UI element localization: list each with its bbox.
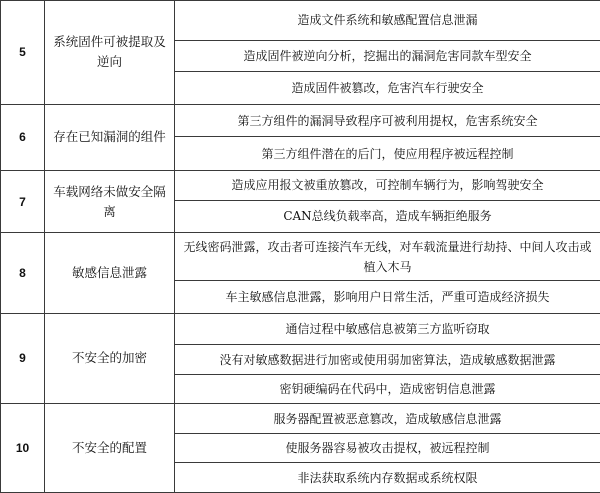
impact-cell: 密钥硬编码在代码中，造成密钥信息泄露 [175,374,600,404]
vulnerability-cell: 系统固件可被提取及逆向 [45,1,175,105]
row-number: 8 [1,233,45,313]
impact-cell: 无线密码泄露，攻击者可连接汽车无线，对车载流量进行劫持、中间人攻击或植入木马 [175,233,600,281]
risk-table-body [1,1,600,493]
impact-cell: 造成应用报文被重放篡改，可控制车辆行为，影响驾驶安全 [175,171,600,201]
vulnerability-cell: 不安全的配置 [45,404,175,493]
vulnerability-cell: 存在已知漏洞的组件 [45,104,175,170]
row-number: 6 [1,104,45,170]
row-number: 7 [1,171,45,233]
vulnerability-cell: 敏感信息泄露 [45,233,175,313]
impact-cell: 第三方组件的漏洞导致程序可被利用提权，危害系统安全 [175,104,600,137]
impact-cell: 第三方组件潜在的后门，使应用程序被远程控制 [175,137,600,171]
table-row [1,104,600,137]
table-row [1,313,600,345]
impact-cell: CAN总线负载率高，造成车辆拒绝服务 [175,200,600,233]
vulnerability-cell: 不安全的加密 [45,313,175,404]
table-row [1,171,600,201]
impact-cell: 没有对敏感数据进行加密或使用弱加密算法，造成敏感数据泄露 [175,345,600,375]
row-number: 10 [1,404,45,493]
impact-cell: 车主敏感信息泄露，影响用户日常生活，严重可造成经济损失 [175,281,600,314]
table-row [1,404,600,434]
impact-cell: 造成文件系统和敏感配置信息泄漏 [175,1,600,41]
row-number: 5 [1,1,45,105]
table-row [1,233,600,281]
vulnerability-cell: 车载网络未做安全隔离 [45,171,175,233]
table-row [1,1,600,41]
impact-cell: 造成固件被逆向分析，挖掘出的漏洞危害同款车型安全 [175,40,600,72]
impact-cell: 非法获取系统内存数据或系统权限 [175,463,600,493]
impact-cell: 使服务器容易被攻击提权，被远程控制 [175,433,600,463]
impact-cell: 造成固件被篡改，危害汽车行驶安全 [175,72,600,105]
row-number: 9 [1,313,45,404]
impact-cell: 服务器配置被恶意篡改，造成敏感信息泄露 [175,404,600,434]
impact-cell: 通信过程中敏感信息被第三方监听窃取 [175,313,600,345]
